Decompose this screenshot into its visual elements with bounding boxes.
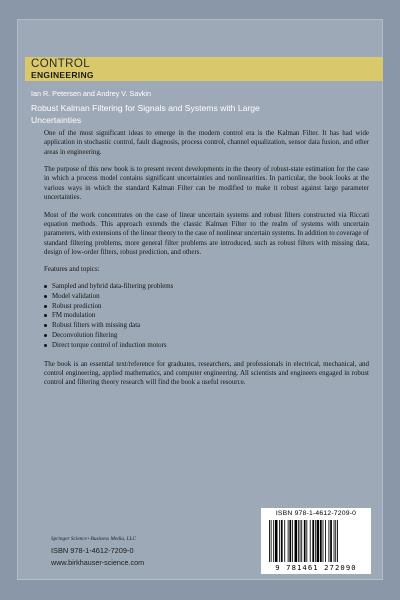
barcode-bar bbox=[306, 520, 307, 562]
bullet-icon bbox=[44, 324, 47, 327]
paragraph-closing: The book is an essential text/reference for graduates, researchers, and professionals in electrical, mechanical, and control engineering, applied mathematics, and computer engineering. All scientists and engineers engaged in robust control and filtering theory research will find the book a useful resource. bbox=[44, 359, 369, 387]
barcode-bar bbox=[301, 520, 302, 562]
barcode-bar bbox=[288, 520, 289, 562]
barcode-bar bbox=[289, 520, 291, 562]
barcode-bar bbox=[304, 520, 306, 562]
barcode-bar bbox=[310, 520, 311, 562]
barcode-bar bbox=[317, 520, 320, 562]
publisher-website: www.birkhauser-science.com bbox=[51, 558, 145, 567]
bullet-icon bbox=[44, 285, 47, 288]
barcode-bar bbox=[300, 520, 301, 562]
barcode-bar bbox=[275, 520, 278, 562]
list-item: Sampled and hybrid data-filtering problems bbox=[44, 282, 369, 292]
barcode bbox=[261, 508, 371, 574]
list-item: Robust filters with missing data bbox=[44, 321, 369, 331]
barcode-bar bbox=[281, 520, 283, 562]
list-item: FM modulation bbox=[44, 311, 369, 321]
series-name-engineering: ENGINEERING bbox=[31, 70, 94, 80]
authors: Ian R. Petersen and Andrey V. Savkin bbox=[31, 89, 151, 98]
barcode-bar bbox=[273, 520, 274, 562]
list-item: Robust prediction bbox=[44, 302, 369, 312]
paragraph-intro: One of the most significant ideas to emerge in the modern control era is the Kalman Filter. It has had wide application in stochastic control, fault diagnosis, process control, channel equalization, sensor data fusion, and other areas in engineering. bbox=[44, 129, 369, 156]
barcode-bar bbox=[329, 520, 330, 562]
barcode-bar bbox=[315, 520, 316, 562]
barcode-bar bbox=[298, 520, 299, 562]
bullet-icon bbox=[44, 314, 47, 317]
barcode-bar bbox=[284, 520, 285, 562]
barcode-bar bbox=[269, 520, 270, 562]
barcode-bar bbox=[335, 520, 336, 562]
barcode-bar bbox=[337, 520, 338, 562]
back-cover-text bbox=[44, 129, 369, 396]
paragraph-purpose: The purpose of this new book is to present recent developments in the theory of robust-state estimation for the case in which a process model contains significant uncertainties and nonlinearities. In particular, the book looks at the various ways in which the standard Kalman Filter can be modified to make it robust against large parameter uncertainties. bbox=[44, 165, 369, 202]
barcode-bars-icon bbox=[269, 520, 363, 562]
bullet-icon bbox=[44, 295, 47, 298]
barcode-bar bbox=[323, 520, 324, 562]
list-item: Deconvolution filtering bbox=[44, 331, 369, 341]
barcode-isbn-label: ISBN 978-1-4612-7209-0 bbox=[275, 510, 357, 517]
barcode-bar bbox=[295, 520, 298, 562]
barcode-bar bbox=[325, 520, 326, 562]
barcode-bar bbox=[279, 520, 280, 562]
features-list bbox=[44, 282, 369, 351]
barcode-bar bbox=[320, 520, 322, 562]
barcode-bar bbox=[330, 520, 332, 562]
list-item: Model validation bbox=[44, 292, 369, 302]
isbn-text: ISBN 978-1-4612-7209-0 bbox=[51, 546, 134, 555]
publisher-name: Springer Science+Business Media, LLC bbox=[51, 536, 137, 542]
features-heading: Features and topics: bbox=[44, 265, 100, 274]
barcode-bar bbox=[292, 520, 293, 562]
list-item: Direct torque control of induction motors bbox=[44, 341, 369, 351]
bullet-icon bbox=[44, 344, 47, 347]
series-name-control: CONTROL bbox=[31, 58, 91, 70]
barcode-bar bbox=[312, 520, 314, 562]
bullet-icon bbox=[44, 334, 47, 337]
barcode-bar bbox=[334, 520, 335, 562]
paragraph-approach: Most of the work concentrates on the case of linear uncertain systems and robust filters constructed via Riccati equation methods. This approach extends the classic Kalman Filter to the realm of systems with uncertain parameters, with extensions of the linear theory to the case of nonlinear uncertain systems. In addition to coverage of standard filtering problems, more general filter problems are introduced, such as robust filters with missing data, design of low-order filters, robust prediction, and others. bbox=[44, 210, 369, 256]
barcode-digits: 9 781461 272090 bbox=[275, 563, 357, 572]
barcode-bar bbox=[271, 520, 272, 562]
bullet-icon bbox=[44, 305, 47, 308]
book-title: Robust Kalman Filtering for Signals and Systems with Large Uncertainties bbox=[31, 103, 260, 125]
